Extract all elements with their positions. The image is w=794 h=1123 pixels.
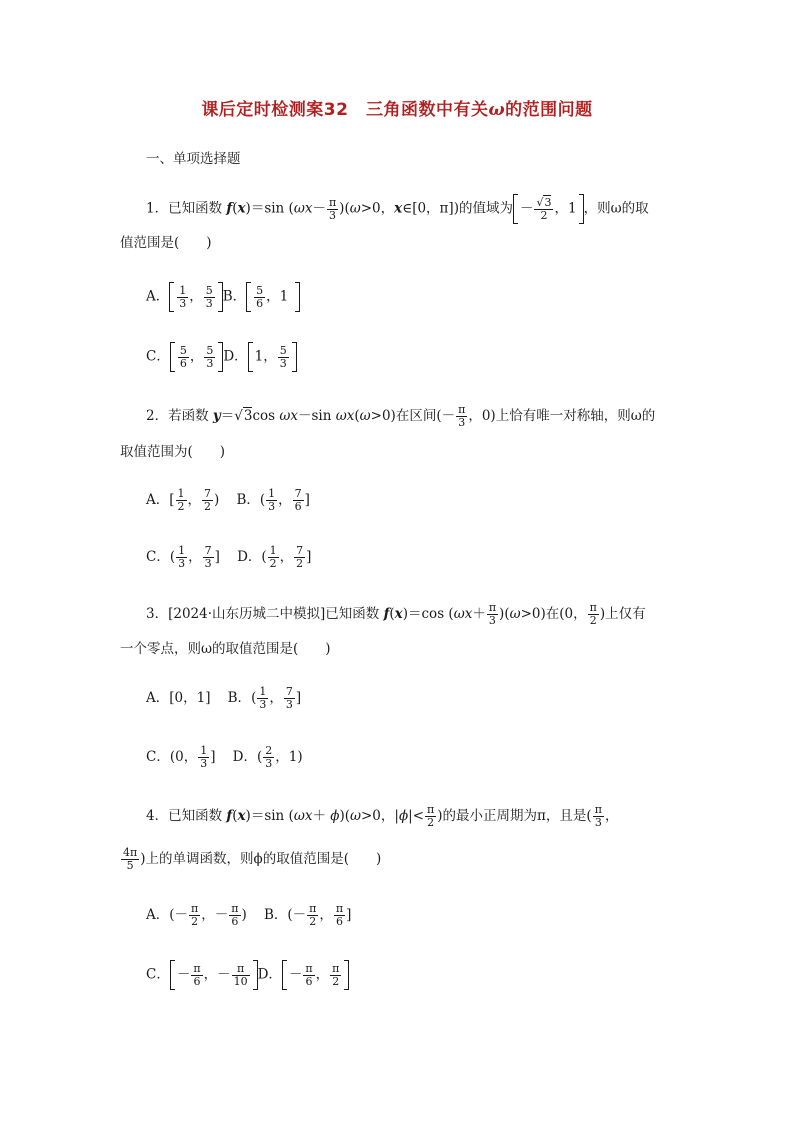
question-4-options-cd[interactable]: C． － $\frac{\pi}{6}$ ，－ $\frac{\pi}{10}$ D． － $\frac{\pi}{6}$ ， $\frac{\pi}{2}$ bbox=[146, 960, 349, 990]
question-4-stem: 4．已知函数 f(x)＝sin (ωx＋ ϕ)(ω>0，|ϕ|< $\frac{\pi}{2}$ )的最小正周期为π，且是( $\frac{\pi}{3}$ ， bbox=[146, 803, 619, 829]
section-heading: 一、单项选择题 bbox=[146, 151, 241, 167]
question-2-options-ab[interactable]: A．[ $\frac{1}{2}$ ， $\frac{7}{2}$ ) B．( $\frac{1}{3}$ ， $\frac{7}{6}$ ] bbox=[146, 487, 310, 513]
question-2-stem: 2．若函数 y＝√3cos ωx－sin ωx(ω>0)在区间(－ $\frac{\pi}{3}$ ，0)上恰有唯一对称轴，则ω的 bbox=[146, 403, 656, 429]
question-1-stem-cont: 值范围是( ) bbox=[120, 235, 212, 251]
question-3-stem-cont: 一个零点，则ω的取值范围是( ) bbox=[120, 641, 331, 657]
question-2-stem-cont: 取值范围为( ) bbox=[120, 444, 226, 460]
question-4-stem-cont: $\frac{4\pi}{5}$ )上的单调函数，则ϕ的取值范围是( ) bbox=[123, 846, 382, 872]
question-4-options-ab[interactable]: A．(－ $\frac{\pi}{2}$ ，－ $\frac{\pi}{6}$ ) B．(－ $\frac{\pi}{2}$ ， $\frac{\pi}{6}$ ] bbox=[146, 902, 352, 928]
page-title: 课后定时检测案32 三角函数中有关ω的范围问题 bbox=[201, 100, 593, 120]
question-3-stem: 3．[2024·山东历城二中模拟]已知函数 f(x)＝cos (ωx＋ $\frac{\pi}{3}$ )(ω>0)在(0， $\frac{\pi}{2}$ )上仅有 bbox=[146, 601, 646, 627]
question-3-options-ab[interactable]: A．[0，1] B．( $\frac{1}{3}$ ， $\frac{7}{3}$ ] bbox=[146, 685, 302, 711]
question-3-options-cd[interactable]: C．(0， $\frac{1}{3}$ ] D．( $\frac{2}{3}$ ，1) bbox=[146, 744, 303, 770]
question-2-options-cd[interactable]: C．( $\frac{1}{3}$ ， $\frac{7}{3}$ ] D．( $\frac{1}{2}$ ， $\frac{7}{2}$ ] bbox=[146, 544, 312, 570]
question-1-options-ab[interactable]: A． $\frac{1}{3}$ ， $\frac{5}{3}$ B． $\frac{5}{6}$ ，1 bbox=[146, 282, 300, 312]
question-1-stem: 1．已知函数 f(x)＝sin (ωx－ $\frac{\pi}{3}$ )(ω>0，x∈[0，π])的值域为 － $\frac{√3}{2}$ ，1 ，则ω的取 bbox=[146, 194, 649, 224]
question-1-options-cd[interactable]: C． $\frac{5}{6}$ ， $\frac{5}{3}$ D． 1， $\frac{5}{3}$ bbox=[146, 342, 297, 372]
